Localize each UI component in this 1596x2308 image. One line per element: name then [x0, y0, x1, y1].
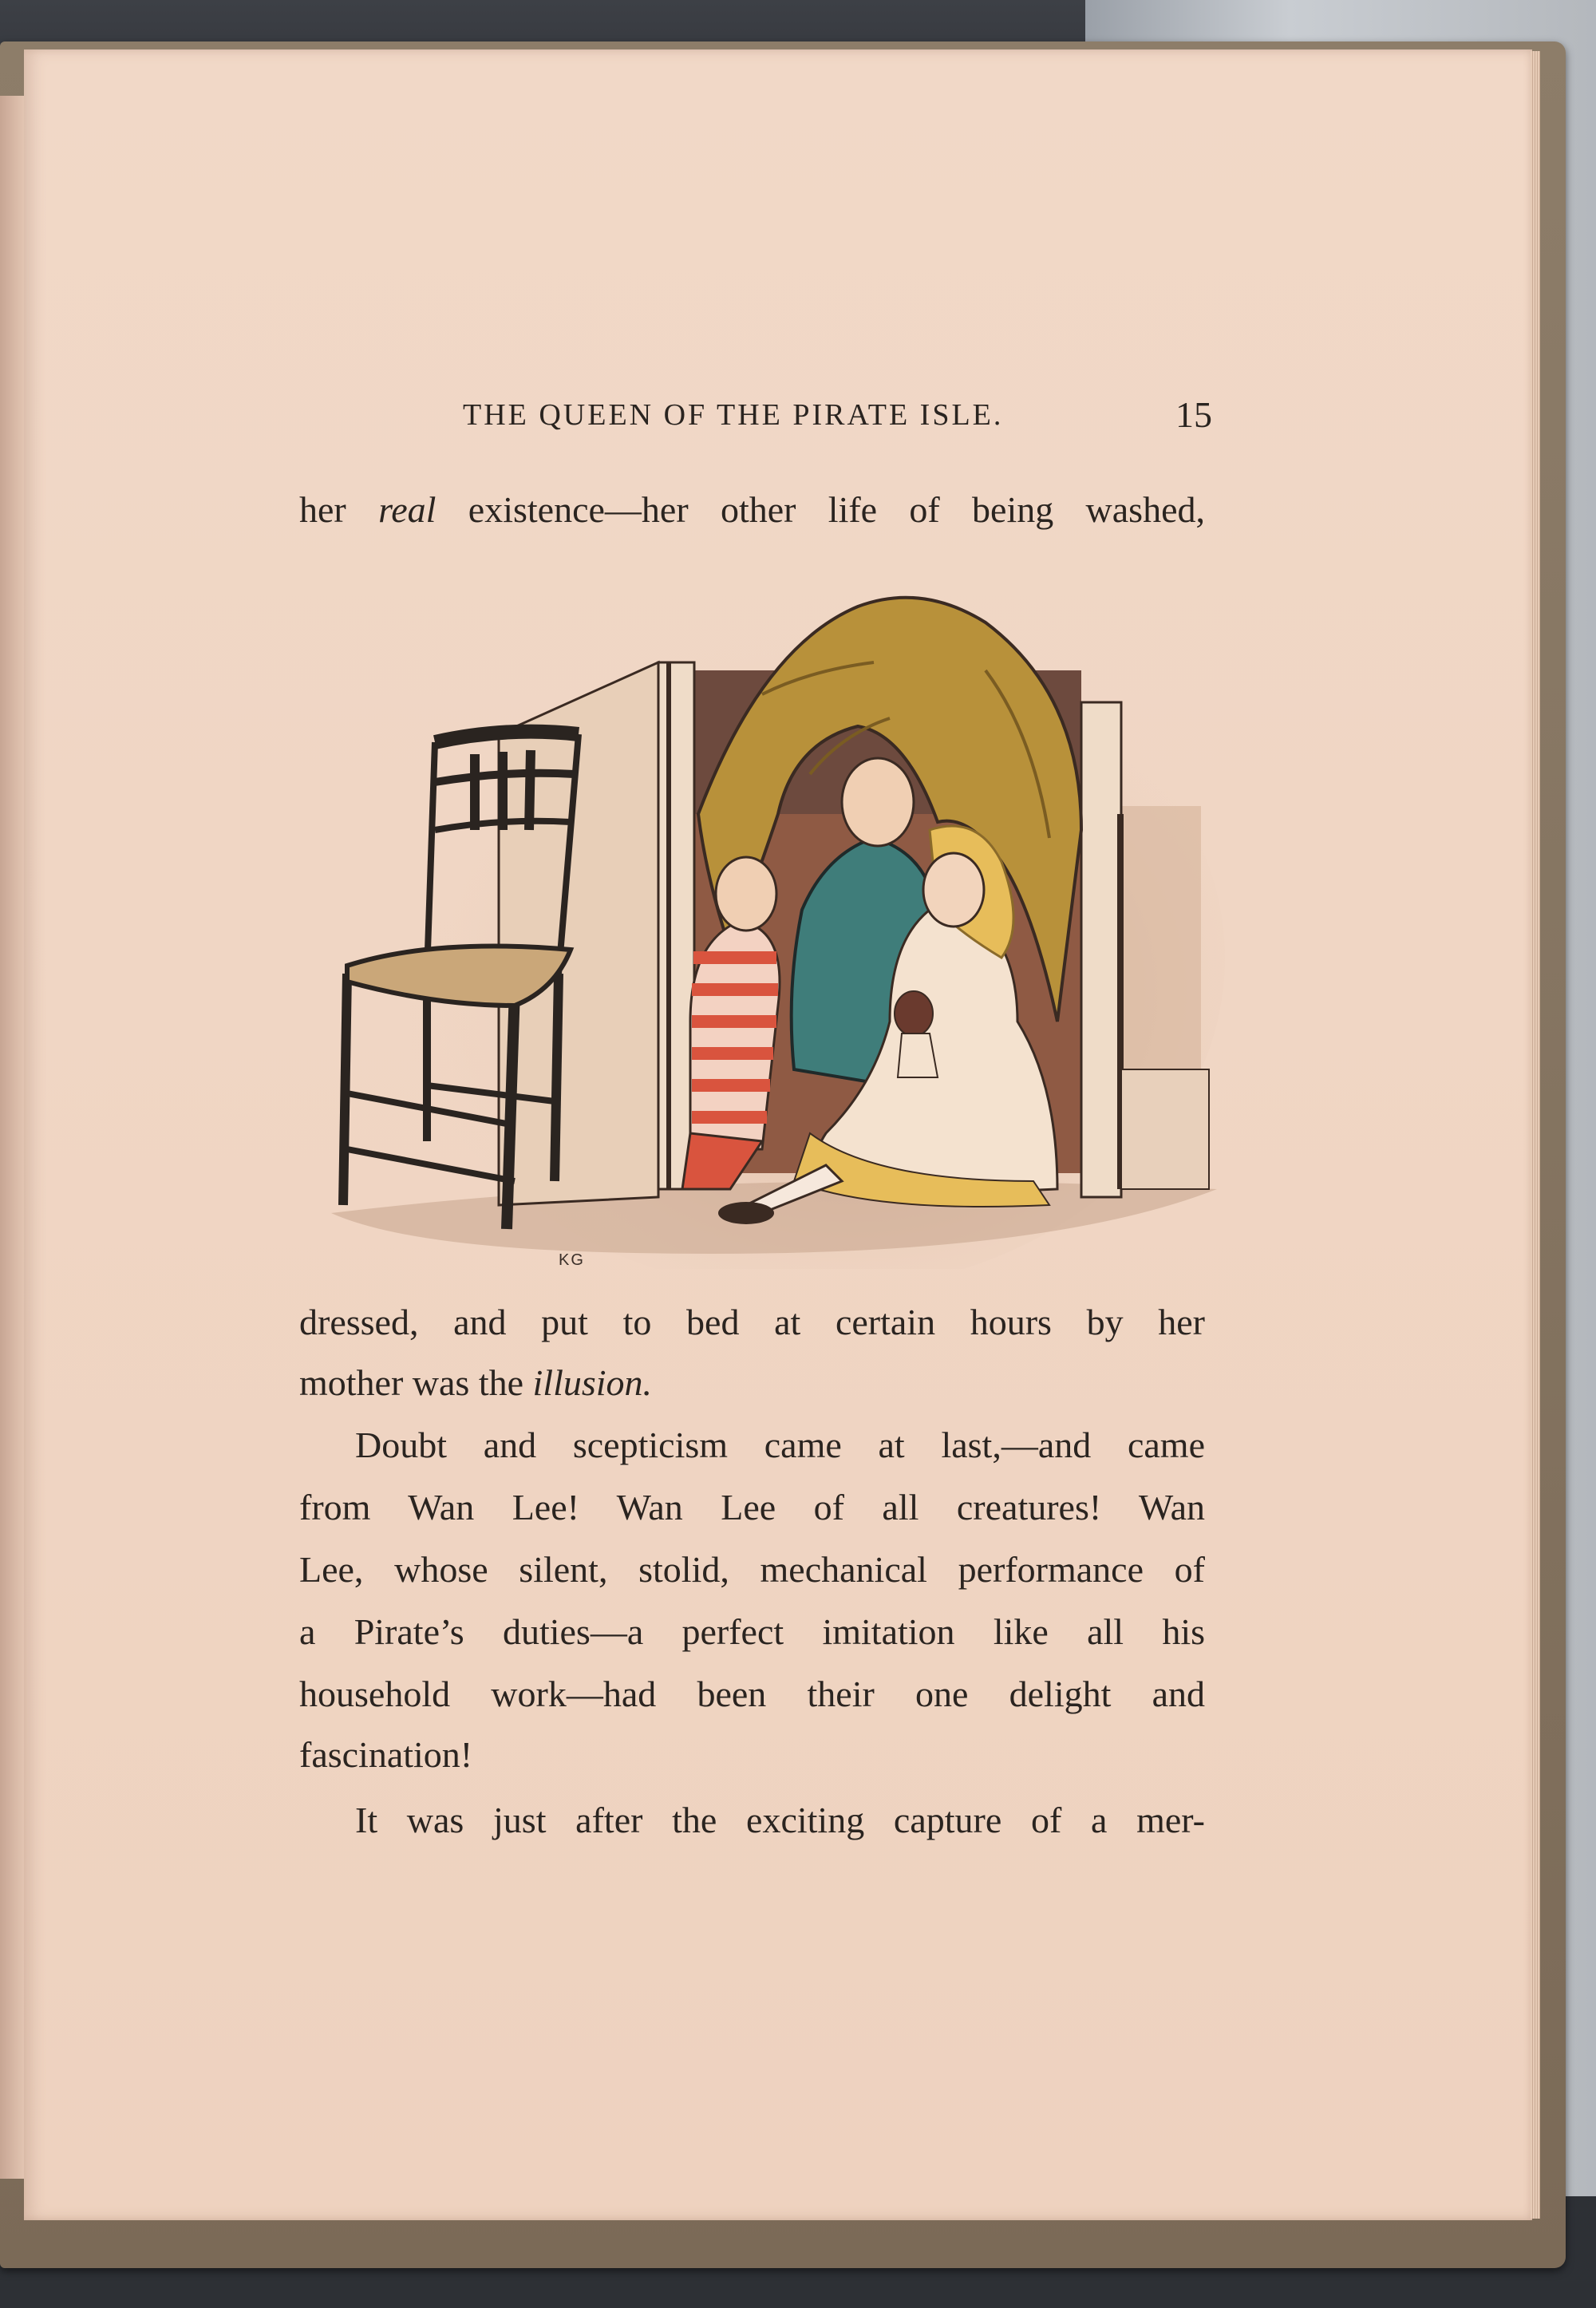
child-blonde-head — [923, 853, 984, 927]
page-stack-edges — [1531, 51, 1540, 2219]
text-line-1: her real existence—her other life of being washed, — [299, 489, 1205, 530]
text-line-8: household work—had been their one delight and — [299, 1674, 1205, 1714]
facing-page-edge — [0, 96, 27, 2179]
page-number: 15 — [1175, 394, 1212, 435]
text-line-9: fascination! — [299, 1734, 473, 1775]
text-line-3: mother was the illusion. — [299, 1362, 653, 1403]
text-line-2: dressed, and put to bed at certain hours by her — [299, 1302, 1205, 1342]
illustration-children-hiding-svg — [315, 575, 1225, 1269]
door-frame-left — [658, 662, 694, 1189]
text-line-6: Lee, whose silent, stolid, mechanical performance of — [299, 1549, 1205, 1590]
child-striped-head — [716, 857, 776, 931]
door-frame-line — [666, 662, 671, 1189]
illustrator-signature: KG — [559, 1251, 585, 1269]
text-line-10: It was just after the exciting capture of a mer- — [355, 1800, 1205, 1840]
baseboard — [1121, 1069, 1209, 1189]
text-line-5: from Wan Lee! Wan Lee of all creatures! Wan — [299, 1487, 1205, 1527]
door-frame-right — [1081, 702, 1121, 1197]
text-line-4: Doubt and scepticism came at last,—and came — [355, 1425, 1205, 1465]
doll-body — [898, 1033, 938, 1077]
illustration — [315, 575, 1225, 1269]
running-head: THE QUEEN OF THE PIRATE ISLE. — [463, 398, 1004, 432]
text-line-7: a Pirate’s duties—a perfect imitation like all his — [299, 1611, 1205, 1652]
child-blue-head — [842, 758, 914, 846]
doll-head — [895, 991, 933, 1036]
child-shoe — [718, 1202, 774, 1224]
